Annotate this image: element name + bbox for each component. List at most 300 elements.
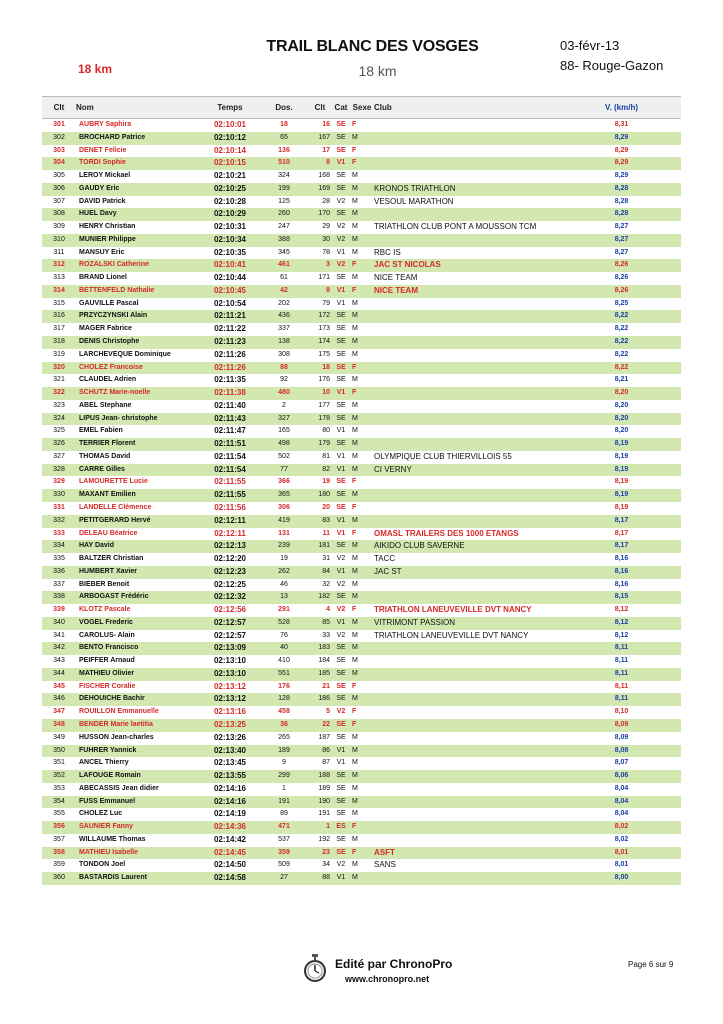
cell-clt: 344 <box>42 668 76 681</box>
cell-nom: BRAND Lionel <box>79 274 127 282</box>
cell-cat: SE <box>336 503 346 511</box>
cell-clt-cat: 1 <box>308 821 332 834</box>
cell-club: NICE TEAM <box>374 285 562 298</box>
col-vitesse: V. (km/h) <box>562 97 681 119</box>
cell-clt-cat: 87 <box>322 759 330 767</box>
cell-temps: 02:10:31 <box>213 222 247 232</box>
cell-club <box>374 502 562 515</box>
cell-nom: HENRY Christian <box>79 223 136 231</box>
cell-sexe: M <box>350 566 374 579</box>
table-row <box>42 540 681 553</box>
cell-clt: 354 <box>42 796 76 809</box>
cell-sexe: F <box>352 478 357 486</box>
cell-vitesse: 8,20 <box>562 387 681 400</box>
cell-sexe: M <box>352 759 358 767</box>
cell-temps: 02:13:40 <box>200 745 260 758</box>
cell-cat: SE <box>332 413 350 426</box>
cell-clt: 307 <box>53 197 65 205</box>
table-row <box>42 566 681 579</box>
cell-nom: PRZYCZYNSKI Alain <box>76 310 200 323</box>
cell-sexe: M <box>350 693 374 706</box>
page-number: Page 6 sur 9 <box>628 960 674 969</box>
cell-clt: 319 <box>53 350 65 358</box>
cell-clt: 357 <box>53 835 65 843</box>
cell-dos: 46 <box>280 580 288 588</box>
cell-clt: 352 <box>42 770 76 783</box>
cell-cat: V1 <box>332 617 350 630</box>
cell-clt-cat: 180 <box>308 489 332 502</box>
cell-vitesse: 8,19 <box>562 464 681 477</box>
cell-nom: HUSSON Jean-charles <box>79 733 154 741</box>
cell-temps: 02:11:55 <box>214 477 246 487</box>
cell-dos: 1 <box>282 784 286 792</box>
cell-nom: BENDER Marie laetitia <box>76 719 200 732</box>
cell-cat: ES <box>332 821 350 834</box>
table-row <box>42 196 681 209</box>
cell-sexe: M <box>352 197 358 205</box>
cell-nom: ABEL Stephane <box>79 401 132 409</box>
table-row <box>42 323 681 336</box>
cell-vitesse: 8,11 <box>614 682 629 690</box>
cell-temps: 02:11:43 <box>200 413 260 426</box>
results-body <box>42 119 681 885</box>
cell-sexe: M <box>352 274 358 282</box>
cell-cat: V1 <box>336 759 346 767</box>
cell-club <box>374 808 562 821</box>
cell-temps: 02:14:16 <box>200 796 260 809</box>
cell-cat: SE <box>336 835 346 843</box>
cell-nom: CHOLEZ Luc <box>79 810 123 818</box>
cell-vitesse: 8,12 <box>614 606 629 614</box>
cell-nom: DAVID Patrick <box>79 197 126 205</box>
cell-dos: 419 <box>260 515 308 528</box>
cell-temps: 02:12:57 <box>213 630 247 640</box>
cell-clt: 345 <box>53 682 65 690</box>
cell-temps: 02:14:16 <box>213 783 247 793</box>
table-row <box>42 732 681 745</box>
cell-club <box>374 642 562 655</box>
cell-dos: 365 <box>260 489 308 502</box>
cell-temps: 02:10:01 <box>213 120 247 129</box>
cell-temps: 02:12:25 <box>213 579 247 589</box>
cell-clt-cat: 9 <box>308 285 332 298</box>
cell-dos: 89 <box>280 810 288 818</box>
cell-sexe: F <box>350 719 374 732</box>
cell-clt: 334 <box>42 540 76 553</box>
cell-dos: 125 <box>278 197 290 205</box>
cell-nom: MANSUY Eric <box>79 248 125 256</box>
cell-clt-cat: 30 <box>308 234 332 247</box>
cell-temps: 02:13:55 <box>200 770 260 783</box>
cell-temps: 02:13:16 <box>213 707 247 717</box>
table-header <box>42 97 681 119</box>
table-row <box>42 668 681 681</box>
cell-club: TACC <box>374 554 396 564</box>
cell-vitesse: 8,20 <box>562 413 681 426</box>
cell-clt: 356 <box>42 821 76 834</box>
cell-dos: 77 <box>260 464 308 477</box>
cell-club <box>374 298 562 311</box>
cell-nom: CAROLUS- Alain <box>79 631 135 639</box>
table-row <box>42 374 681 387</box>
cell-clt: 314 <box>42 285 76 298</box>
cell-cat: V2 <box>336 555 346 563</box>
cell-clt: 349 <box>53 733 65 741</box>
cell-cat: V2 <box>332 259 350 272</box>
cell-nom: BASTARDIS Laurent <box>76 872 200 885</box>
cell-sexe: M <box>350 413 374 426</box>
cell-clt-cat: 84 <box>308 566 332 579</box>
cell-dos: 366 <box>278 478 290 486</box>
cell-dos: 359 <box>260 847 308 860</box>
table-row <box>42 132 681 145</box>
cell-clt: 333 <box>53 529 65 537</box>
cell-club <box>374 770 562 783</box>
cell-sexe: F <box>352 529 357 537</box>
table-row <box>42 489 681 502</box>
cell-club: TRIATHLON LANEUVEVILLE DVT NANCY <box>374 605 532 615</box>
cell-clt-cat: 8 <box>308 157 332 170</box>
cell-vitesse: 8,28 <box>614 197 629 205</box>
cell-cat: SE <box>336 478 346 486</box>
cell-dos: 131 <box>278 529 290 537</box>
cell-sexe: M <box>350 745 374 758</box>
cell-sexe: M <box>350 208 374 221</box>
cell-clt-cat: 178 <box>308 413 332 426</box>
cell-dos: 76 <box>280 631 288 639</box>
cell-temps: 02:10:34 <box>200 234 260 247</box>
cell-clt: 350 <box>42 745 76 758</box>
cell-club: TRIATHLON LANEUVEVILLE DVT NANCY <box>374 630 529 640</box>
cell-sexe: M <box>350 796 374 809</box>
cell-vitesse: 8,19 <box>614 452 629 460</box>
cell-club <box>374 387 562 400</box>
cell-club: AIKIDO CLUB SAVERNE <box>374 540 562 553</box>
cell-club <box>374 489 562 502</box>
col-nom: Nom <box>76 97 200 119</box>
cell-clt-cat: 86 <box>308 745 332 758</box>
cell-dos: 471 <box>260 821 308 834</box>
cell-cat: V1 <box>332 745 350 758</box>
cell-vitesse: 8,17 <box>614 529 629 537</box>
cell-temps: 02:10:41 <box>200 259 260 272</box>
cell-clt-cat: 79 <box>322 299 330 307</box>
cell-clt-cat: 182 <box>308 591 332 604</box>
cell-temps: 02:11:56 <box>214 502 246 512</box>
cell-nom: ANCEL Thierry <box>79 759 129 767</box>
cell-temps: 02:14:42 <box>213 834 247 844</box>
cell-vitesse: 8,26 <box>562 259 681 272</box>
cell-clt-cat: 175 <box>318 350 330 358</box>
table-row <box>42 413 681 426</box>
cell-cat: V2 <box>336 861 346 869</box>
cell-club <box>374 170 562 183</box>
cell-club <box>374 413 562 426</box>
event-date: 03-févr-13 <box>560 38 620 53</box>
cell-cat: SE <box>332 336 350 349</box>
cell-club <box>374 132 562 145</box>
table-row <box>42 259 681 272</box>
cell-nom: DELEAU Béatrice <box>79 529 138 537</box>
cell-clt-cat: 17 <box>322 146 330 154</box>
cell-temps: 02:10:45 <box>200 285 260 298</box>
cell-dos: 199 <box>260 183 308 196</box>
cell-clt: 316 <box>42 310 76 323</box>
cell-clt: 305 <box>53 172 65 180</box>
cell-nom: BETTENFELD Nathalie <box>76 285 200 298</box>
cell-temps: 02:10:15 <box>200 157 260 170</box>
table-row <box>42 157 681 170</box>
cell-vitesse: 8,29 <box>614 172 629 180</box>
cell-sexe: M <box>352 401 358 409</box>
cell-club <box>374 579 562 592</box>
cell-vitesse: 8,07 <box>614 759 629 767</box>
cell-vitesse: 8,26 <box>614 274 629 282</box>
cell-cat: SE <box>336 376 346 384</box>
cell-vitesse: 8,21 <box>614 376 629 384</box>
cell-clt: 336 <box>42 566 76 579</box>
cell-clt: 320 <box>42 362 76 375</box>
cell-temps: 02:10:14 <box>213 145 247 155</box>
cell-sexe: F <box>350 285 374 298</box>
cell-dos: 498 <box>260 438 308 451</box>
cell-vitesse: 8,16 <box>614 580 629 588</box>
cell-nom: BENTO Francisco <box>76 642 200 655</box>
cell-dos: 291 <box>278 606 290 614</box>
cell-sexe: F <box>352 606 357 614</box>
cell-cat: V2 <box>336 223 346 231</box>
cell-club <box>374 476 562 489</box>
cell-clt: 355 <box>53 810 65 818</box>
cell-cat: SE <box>332 540 350 553</box>
table-row <box>42 438 681 451</box>
cell-nom: WILLAUME Thomas <box>79 835 146 843</box>
table-row <box>42 336 681 349</box>
cell-nom: LEROY Mickael <box>79 172 131 180</box>
cell-vitesse: 8,17 <box>562 540 681 553</box>
cell-nom: CHOLEZ Francoise <box>76 362 200 375</box>
cell-nom: ARBOGAST Frédéric <box>76 591 200 604</box>
cell-dos: 138 <box>260 336 308 349</box>
cell-vitesse: 8,22 <box>614 325 629 333</box>
cell-dos: 136 <box>278 146 290 154</box>
cell-nom: DEHOUICHE Bachir <box>76 693 200 706</box>
cell-clt-cat: 192 <box>318 835 330 843</box>
cell-vitesse: 8,28 <box>562 183 681 196</box>
cell-dos: 528 <box>260 617 308 630</box>
cell-temps: 02:10:35 <box>213 247 247 257</box>
cell-cat: SE <box>332 591 350 604</box>
cell-dos: 42 <box>260 285 308 298</box>
cell-temps: 02:14:36 <box>200 821 260 834</box>
cell-clt: 346 <box>42 693 76 706</box>
cell-temps: 02:13:10 <box>200 668 260 681</box>
cell-dos: 128 <box>260 693 308 706</box>
cell-clt-cat: 190 <box>308 796 332 809</box>
cell-cat: V1 <box>332 566 350 579</box>
cell-clt: 303 <box>53 146 65 154</box>
cell-clt-cat: 20 <box>322 503 330 511</box>
cell-vitesse: 8,19 <box>562 438 681 451</box>
cell-clt-cat: 176 <box>318 376 330 384</box>
cell-club <box>374 425 562 438</box>
cell-vitesse: 8,12 <box>562 617 681 630</box>
cell-temps: 02:11:26 <box>214 349 246 359</box>
cell-clt-cat: 5 <box>326 708 330 716</box>
cell-cat: V1 <box>336 452 346 460</box>
cell-clt-cat: 31 <box>322 555 330 563</box>
cell-sexe: M <box>350 234 374 247</box>
cell-club <box>374 796 562 809</box>
cell-dos: 92 <box>280 376 288 384</box>
cell-vitesse: 8,04 <box>614 784 629 792</box>
col-cat: Cat <box>332 97 350 119</box>
cell-club: KRONOS TRIATHLON <box>374 183 562 196</box>
cell-vitesse: 8,09 <box>614 733 629 741</box>
cell-dos: 18 <box>280 121 288 128</box>
table-row <box>42 642 681 655</box>
cell-temps: 02:13:09 <box>200 642 260 655</box>
cell-vitesse: 8,19 <box>562 489 681 502</box>
cell-dos: 461 <box>260 259 308 272</box>
table-row <box>42 349 681 362</box>
cell-clt: 351 <box>53 759 65 767</box>
cell-nom: FUSS Emmanuel <box>76 796 200 809</box>
cell-temps: 02:14:19 <box>213 809 247 819</box>
table-row <box>42 362 681 375</box>
table-row <box>42 821 681 834</box>
cell-nom: MAGER Fabrice <box>79 325 132 333</box>
table-row <box>42 719 681 732</box>
cell-clt-cat: 81 <box>322 452 330 460</box>
table-row <box>42 272 681 285</box>
cell-club <box>374 591 562 604</box>
cell-vitesse: 8,00 <box>562 872 681 885</box>
table-row <box>42 579 681 592</box>
cell-vitesse: 8,04 <box>562 796 681 809</box>
cell-club <box>374 872 562 885</box>
cell-clt: 322 <box>42 387 76 400</box>
cell-temps: 02:11:23 <box>200 336 260 349</box>
cell-temps: 02:14:50 <box>213 860 247 870</box>
table-row <box>42 310 681 323</box>
cell-vitesse: 8,11 <box>562 642 681 655</box>
cell-cat: SE <box>332 719 350 732</box>
cell-temps: 02:13:26 <box>213 732 247 742</box>
cell-cat: SE <box>336 733 346 741</box>
cell-nom: DENIS Christophe <box>76 336 200 349</box>
cell-dos: 165 <box>278 427 290 435</box>
cell-vitesse: 8,27 <box>614 223 629 231</box>
cell-clt: 329 <box>53 478 65 486</box>
cell-clt-cat: 33 <box>322 631 330 639</box>
cell-sexe: M <box>352 580 358 588</box>
cell-club <box>374 349 562 362</box>
cell-vitesse: 8,29 <box>562 157 681 170</box>
cell-temps: 02:11:54 <box>214 451 246 461</box>
cell-club <box>374 655 562 668</box>
cell-nom: HAY David <box>76 540 200 553</box>
cell-clt: 360 <box>42 872 76 885</box>
cell-nom: HUEL Davy <box>76 208 200 221</box>
cell-clt-cat: 80 <box>322 427 330 435</box>
cell-clt: 313 <box>53 274 65 282</box>
cell-dos: 61 <box>280 274 288 282</box>
cell-temps: 02:12:56 <box>213 605 247 615</box>
cell-cat: V1 <box>336 299 346 307</box>
cell-temps: 02:10:12 <box>200 132 260 145</box>
cell-clt: 311 <box>53 248 65 256</box>
event-place: 88- Rouge-Gazon <box>560 58 664 73</box>
cell-nom: GAUDY Eric <box>76 183 200 196</box>
cell-cat: V1 <box>332 157 350 170</box>
cell-clt-cat: 82 <box>308 464 332 477</box>
table-row <box>42 145 681 158</box>
cell-clt-cat: 168 <box>318 172 330 180</box>
table-row <box>42 451 681 464</box>
table-row <box>42 617 681 630</box>
cell-vitesse: 8,16 <box>614 555 629 563</box>
cell-clt-cat: 23 <box>308 847 332 860</box>
cell-clt-cat: 172 <box>308 310 332 323</box>
cell-club <box>374 438 562 451</box>
cell-club <box>374 821 562 834</box>
cell-club: OLYMPIQUE CLUB THIERVILLOIS 55 <box>374 451 512 461</box>
cell-nom: LANDELLE Clémence <box>79 503 152 511</box>
cell-clt-cat: 32 <box>322 580 330 588</box>
cell-nom: CLAUDEL Adrien <box>79 376 137 384</box>
cell-clt: 324 <box>42 413 76 426</box>
cell-dos: 88 <box>260 362 308 375</box>
cell-dos: 189 <box>260 745 308 758</box>
cell-sexe: F <box>350 259 374 272</box>
cell-sexe: M <box>350 310 374 323</box>
table-row <box>42 693 681 706</box>
cell-club <box>374 668 562 681</box>
cell-dos: 480 <box>260 387 308 400</box>
cell-clt-cat: 29 <box>322 223 330 231</box>
cell-club: SANS <box>374 860 396 870</box>
cell-sexe: M <box>352 427 358 435</box>
cell-vitesse: 8,22 <box>562 310 681 323</box>
table-row <box>42 630 681 643</box>
table-row <box>42 604 681 617</box>
cell-clt: 318 <box>42 336 76 349</box>
col-clt-cat: Clt <box>308 97 332 119</box>
cell-sexe: M <box>350 540 374 553</box>
cell-clt-cat: 169 <box>308 183 332 196</box>
col-temps: Temps <box>200 97 260 119</box>
cell-sexe: M <box>350 617 374 630</box>
table-row <box>42 553 681 566</box>
cell-dos: 247 <box>278 223 290 231</box>
cell-dos: 502 <box>278 452 290 460</box>
cell-clt: 339 <box>53 606 65 614</box>
cell-club: VESOUL MARATHON <box>374 196 454 206</box>
cell-clt: 309 <box>53 223 65 231</box>
cell-dos: 436 <box>260 310 308 323</box>
cell-temps: 02:10:25 <box>200 183 260 196</box>
cell-temps: 02:11:51 <box>200 438 260 451</box>
table-row <box>42 591 681 604</box>
cell-vitesse: 8,08 <box>562 745 681 758</box>
cell-cat: SE <box>332 847 350 860</box>
cell-clt: 341 <box>53 631 65 639</box>
cell-dos: 299 <box>260 770 308 783</box>
cell-dos: 262 <box>260 566 308 579</box>
cell-nom: LAMOURETTE Lucie <box>79 478 148 486</box>
cell-temps: 02:11:54 <box>200 464 260 477</box>
